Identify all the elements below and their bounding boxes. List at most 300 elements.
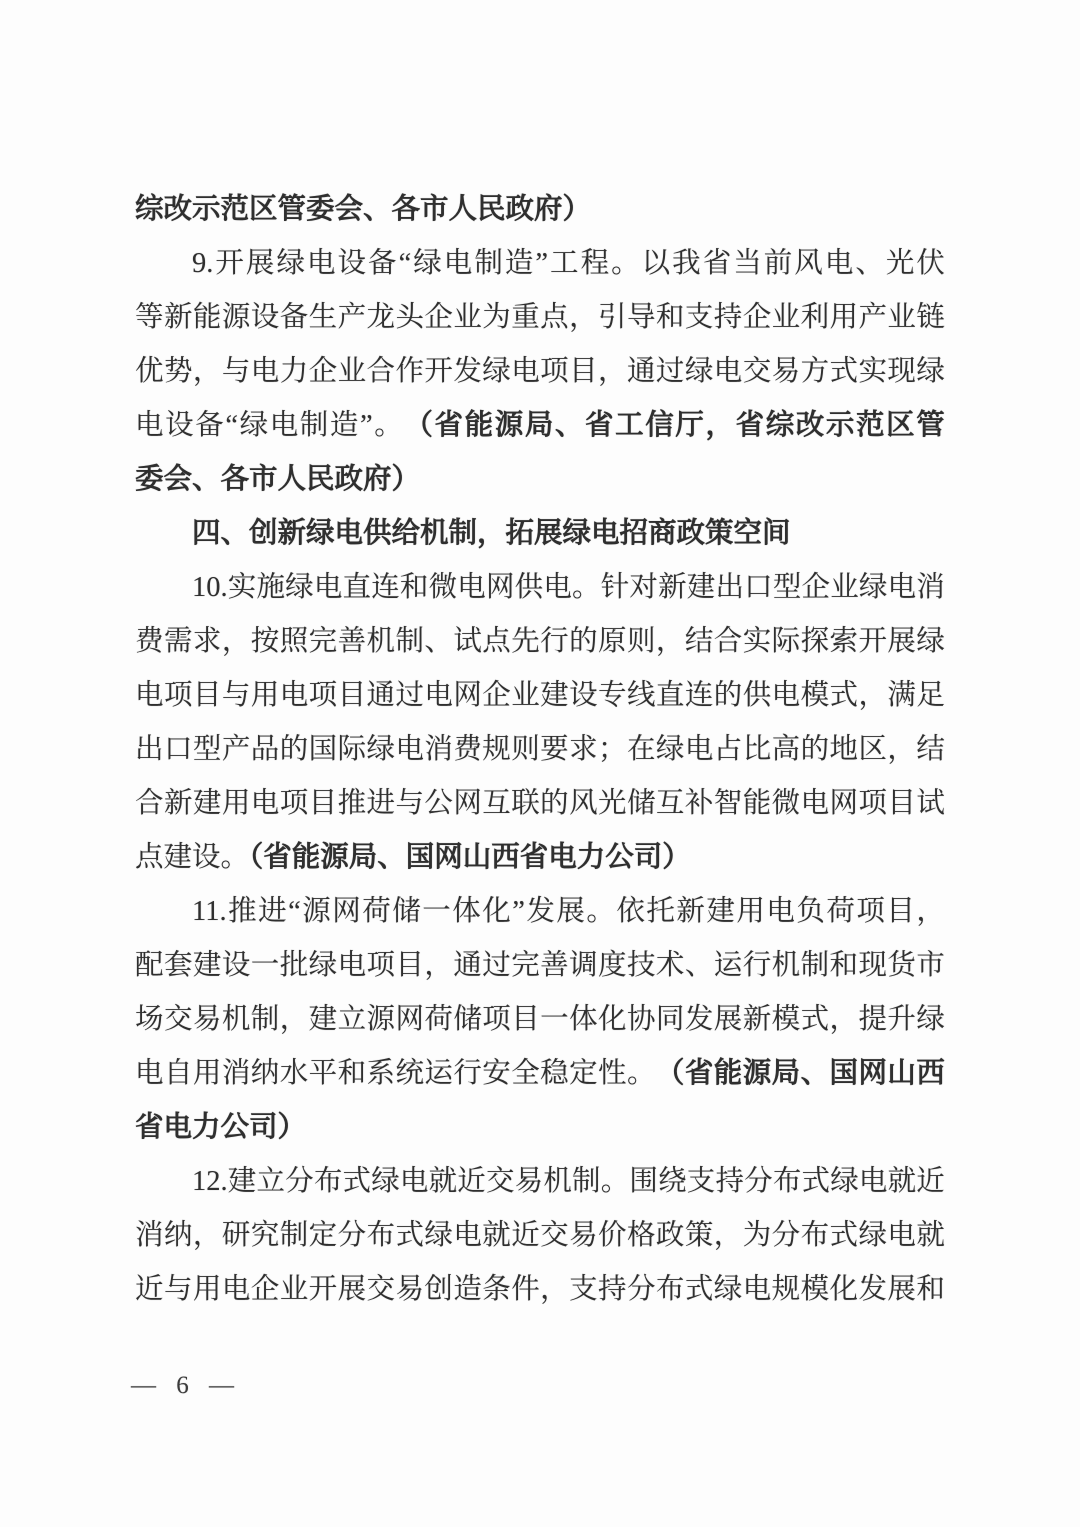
text-line <box>135 237 945 291</box>
text-char: 项 <box>482 1004 511 1035</box>
text-char: 负 <box>796 896 825 927</box>
text-char: ， <box>705 410 734 441</box>
text-char: 和 <box>337 1058 367 1089</box>
text-char: ” <box>360 410 373 441</box>
text-line <box>135 399 945 453</box>
text-char: 能 <box>464 410 494 441</box>
text-char: 分 <box>771 1220 801 1251</box>
text-char: 重 <box>511 302 540 333</box>
text-char: 业 <box>453 302 482 333</box>
text-char: 点 <box>482 626 511 657</box>
text-char: 为 <box>742 1220 772 1251</box>
text-char: 电 <box>269 410 299 441</box>
text-char: 善 <box>337 626 367 657</box>
text-char: 电 <box>742 1274 772 1305</box>
text-char: 绿 <box>858 1220 887 1251</box>
text-char: 绿 <box>371 1166 400 1197</box>
text-char: 设 <box>337 248 367 279</box>
text-line <box>135 831 945 885</box>
text-char: 电 <box>543 572 572 603</box>
text-char: “ <box>225 410 238 441</box>
text-char: 业 <box>830 572 859 603</box>
text-char: 开 <box>215 248 244 279</box>
text-char: 荷 <box>424 1004 453 1035</box>
text-char: 光 <box>598 788 627 819</box>
text-char: 项 <box>540 356 569 387</box>
text-char: 网 <box>829 788 859 819</box>
text-char: 就 <box>887 1166 917 1197</box>
text-char: 支 <box>569 1274 598 1305</box>
text-char: 荷 <box>826 896 855 927</box>
text-char: 前 <box>763 248 793 279</box>
text-line <box>135 723 945 777</box>
text-char: 山 <box>887 1058 916 1089</box>
text-char: 水 <box>279 1058 309 1089</box>
text-char: 设 <box>569 680 598 711</box>
text-char: 品 <box>250 734 280 765</box>
text-char: 式 <box>684 1274 714 1305</box>
text-char: 西 <box>916 1058 945 1089</box>
text-char: 建 <box>192 950 222 981</box>
text-char: 规 <box>771 1274 801 1305</box>
text-char: 12. <box>192 1166 228 1197</box>
text-char: 机 <box>771 950 801 981</box>
text-line <box>135 561 945 615</box>
text-char: 建 <box>227 1166 257 1197</box>
text-char: 发 <box>684 1004 714 1035</box>
text-char: 势 <box>163 356 193 387</box>
text-char: 布 <box>655 1274 685 1305</box>
text-char: 电 <box>279 680 309 711</box>
text-char: 就 <box>482 1220 511 1251</box>
text-char: 绿 <box>424 1220 453 1251</box>
text-segment: 四、创新绿电供给机制，拓展绿电招商政策空间 <box>192 518 791 549</box>
text-char: 绿 <box>713 1274 743 1305</box>
text-char: 调 <box>569 950 598 981</box>
text-char: 电 <box>887 572 917 603</box>
text-char: ， <box>858 680 887 711</box>
text-char: 出 <box>135 734 164 765</box>
text-char: 补 <box>684 788 714 819</box>
text-char: 持 <box>715 1166 744 1197</box>
text-char: 省 <box>684 1058 714 1089</box>
text-char: 目 <box>569 356 598 387</box>
text-char: 度 <box>598 950 627 981</box>
text-char: 连 <box>684 680 714 711</box>
text-char: 电 <box>221 1274 251 1305</box>
text-char: ， <box>192 1220 222 1251</box>
text-char: 交 <box>742 356 772 387</box>
text-char: 出 <box>715 572 744 603</box>
text-line <box>135 885 945 939</box>
text-char: 储 <box>626 788 656 819</box>
text-char: 安 <box>482 1058 511 1089</box>
text-char: 网 <box>453 680 482 711</box>
text-char: 同 <box>655 1004 685 1035</box>
text-char: 网 <box>485 572 515 603</box>
text-line <box>135 1101 945 1155</box>
text-char: 通 <box>626 356 656 387</box>
text-char: 用 <box>221 788 251 819</box>
text-char: 项 <box>163 680 193 711</box>
text-char: 立 <box>337 1004 367 1035</box>
text-char: 消 <box>135 1220 164 1251</box>
text-char: 建 <box>706 896 735 927</box>
text-char: 运 <box>424 1058 453 1089</box>
text-char: 供 <box>742 680 772 711</box>
text-char: 展 <box>245 248 275 279</box>
text-char: 现 <box>887 356 916 387</box>
text-char: 平 <box>308 1058 338 1089</box>
text-char: 合 <box>366 356 396 387</box>
text-char: 交 <box>163 1004 193 1035</box>
text-char: 纳 <box>163 1220 193 1251</box>
text-char: 货 <box>887 950 916 981</box>
text-char: 实 <box>742 626 772 657</box>
text-char: 造 <box>504 248 534 279</box>
text-char: 实 <box>227 572 257 603</box>
text-char: 近 <box>511 1220 540 1251</box>
text-char: 绿 <box>830 1166 859 1197</box>
text-char: 。 <box>611 248 640 279</box>
text-char: 互 <box>655 788 685 819</box>
text-line <box>135 615 945 669</box>
text-char: 。 <box>572 572 601 603</box>
text-char: 备 <box>279 302 309 333</box>
text-char: “ <box>398 248 412 279</box>
text-char: 管 <box>916 410 945 441</box>
text-char: 业 <box>279 1274 309 1305</box>
text-char: 体 <box>569 1004 598 1035</box>
text-char: 的 <box>279 734 309 765</box>
text-char: 运 <box>713 950 743 981</box>
text-char: 场 <box>135 1004 164 1035</box>
text-char: 用 <box>250 680 280 711</box>
text-char: 对 <box>629 572 658 603</box>
text-char: 优 <box>135 356 164 387</box>
text-char: 策 <box>684 1220 714 1251</box>
text-char: 范 <box>856 410 885 441</box>
text-char: 易 <box>569 1220 598 1251</box>
text-char: 、 <box>684 950 714 981</box>
text-char: 电 <box>395 734 424 765</box>
text-char: 件 <box>511 1274 540 1305</box>
text-char: 与 <box>221 680 251 711</box>
text-char: 高 <box>771 734 801 765</box>
text-char: 程 <box>580 248 610 279</box>
text-char: 电 <box>250 356 280 387</box>
text-char: 、 <box>554 410 584 441</box>
text-char: 电 <box>135 410 164 441</box>
text-char: 则 <box>511 734 540 765</box>
text-char: 示 <box>825 410 855 441</box>
text-char: 龙 <box>366 302 396 333</box>
text-char: 国 <box>308 734 338 765</box>
text-char: ， <box>887 734 916 765</box>
text-char: 源 <box>302 896 331 927</box>
text-char: 源 <box>742 1058 772 1089</box>
text-char: 布 <box>772 1166 802 1197</box>
text-char: 以 <box>641 248 671 279</box>
text-char: 套 <box>163 950 193 981</box>
text-char: 际 <box>771 626 801 657</box>
text-char: 项 <box>856 896 885 927</box>
text-char: 造 <box>329 410 359 441</box>
text-char: 电 <box>887 1220 916 1251</box>
text-char: 储 <box>392 896 421 927</box>
text-char: 交 <box>540 1220 569 1251</box>
text-char: 新 <box>163 788 193 819</box>
text-char: 发 <box>858 1274 887 1305</box>
text-char: 11. <box>192 896 227 927</box>
text-char: 机 <box>543 1166 572 1197</box>
text-char: 利 <box>800 302 830 333</box>
text-char: 占 <box>713 734 743 765</box>
text-char: 联 <box>511 788 540 819</box>
text-char: 行 <box>742 950 772 981</box>
text-char: 升 <box>887 1004 916 1035</box>
text-char: 企 <box>308 356 338 387</box>
text-char: 易 <box>771 356 801 387</box>
text-char: 能 <box>192 302 222 333</box>
text-char: ， <box>916 896 945 927</box>
text-char: 企 <box>424 302 453 333</box>
text-char: 绕 <box>658 1166 687 1197</box>
text-char: 电 <box>443 248 473 279</box>
text-char: 储 <box>453 1004 482 1035</box>
text-char: 价 <box>598 1220 627 1251</box>
text-char: 型 <box>192 734 222 765</box>
text-char: 制 <box>572 1166 601 1197</box>
text-char: 费 <box>453 734 482 765</box>
text-char: 省 <box>585 410 614 441</box>
text-char: 消 <box>221 1058 251 1089</box>
text-char: 国 <box>829 1058 859 1089</box>
text-char: 索 <box>829 626 859 657</box>
text-char: 的 <box>800 734 830 765</box>
text-char: 市 <box>916 950 945 981</box>
text-char: 术 <box>655 950 685 981</box>
text-char: 直 <box>342 572 372 603</box>
text-char: 光 <box>885 248 915 279</box>
text-char: 用 <box>829 302 859 333</box>
text-char: 与 <box>395 788 424 819</box>
text-char: ， <box>569 302 598 333</box>
text-char: 施 <box>256 572 285 603</box>
text-char: 源 <box>494 410 524 441</box>
document-body <box>135 183 945 1317</box>
text-char: 在 <box>626 734 656 765</box>
text-char: 源 <box>221 302 251 333</box>
text-char: 互 <box>482 788 511 819</box>
text-char: 绿 <box>276 248 305 279</box>
text-char: ， <box>424 950 453 981</box>
text-char: 探 <box>800 626 830 657</box>
text-char: 制 <box>299 410 329 441</box>
text-char: 荷 <box>362 896 391 927</box>
text-line <box>135 453 945 507</box>
text-char: 地 <box>829 734 859 765</box>
text-char: 造 <box>453 1274 482 1305</box>
text-segment: 点建设。 <box>135 842 250 873</box>
text-char: ， <box>221 626 251 657</box>
text-char: 体 <box>452 896 481 927</box>
text-char: 近 <box>457 1166 486 1197</box>
text-char: 推 <box>337 788 367 819</box>
text-char: 绿 <box>916 626 945 657</box>
text-char: 绿 <box>858 572 888 603</box>
text-char: 完 <box>511 950 540 981</box>
text-char: “ <box>288 896 301 927</box>
text-char: 配 <box>135 950 164 981</box>
text-char: 作 <box>395 356 424 387</box>
text-char: 通 <box>453 950 482 981</box>
text-char: 绿 <box>413 248 442 279</box>
text-char: 针 <box>600 572 630 603</box>
text-char: 电 <box>135 1058 164 1089</box>
text-char: 省 <box>735 410 765 441</box>
text-char: 统 <box>395 1058 424 1089</box>
text-char: 网 <box>453 788 482 819</box>
text-char: 、 <box>800 1058 830 1089</box>
text-char: 近 <box>135 1274 164 1305</box>
text-char: 易 <box>514 1166 544 1197</box>
text-char: 化 <box>829 1274 859 1305</box>
text-char: 实 <box>858 356 887 387</box>
text-char: 综 <box>765 410 795 441</box>
text-char: 等 <box>135 302 164 333</box>
text-char: 制 <box>474 248 503 279</box>
text-char: 进 <box>258 896 287 927</box>
text-char: 托 <box>646 896 675 927</box>
text-char: 连 <box>371 572 400 603</box>
text-char: 我 <box>672 248 701 279</box>
text-char: 企 <box>742 302 772 333</box>
text-char: 一 <box>422 896 451 927</box>
text-char: 推 <box>228 896 257 927</box>
text-char: 业 <box>511 680 540 711</box>
text-char: 依 <box>616 896 645 927</box>
text-char: 稳 <box>540 1058 569 1089</box>
text-char: 持 <box>598 1274 627 1305</box>
text-char: 批 <box>279 950 309 981</box>
text-char: 电 <box>399 1166 429 1197</box>
text-char: 企 <box>250 1274 280 1305</box>
text-char: 则 <box>626 626 656 657</box>
text-char: 制 <box>395 626 424 657</box>
text-char: 电 <box>684 734 714 765</box>
text-char: 源 <box>366 1004 396 1035</box>
text-char: 协 <box>626 1004 656 1035</box>
text-char: 展 <box>556 896 585 927</box>
text-char: 电 <box>511 356 540 387</box>
text-char: （ <box>404 410 433 441</box>
text-char: 能 <box>742 788 772 819</box>
text-char: 易 <box>192 1004 222 1035</box>
text-char: 的 <box>713 680 743 711</box>
text-char: 求 <box>192 626 222 657</box>
text-char: ， <box>279 1004 309 1035</box>
text-char: 电 <box>800 788 830 819</box>
text-char: 需 <box>163 626 193 657</box>
text-char: 目 <box>887 788 916 819</box>
text-char: 点 <box>540 302 569 333</box>
text-char: 式 <box>829 356 859 387</box>
text-char: 建 <box>686 572 716 603</box>
text-char: ， <box>713 1220 743 1251</box>
text-char: 消 <box>916 572 945 603</box>
text-char: 产 <box>858 302 887 333</box>
text-char: 分 <box>285 1166 314 1197</box>
text-char: 10. <box>192 572 228 603</box>
text-char: 目 <box>511 1004 540 1035</box>
text-char: 定 <box>569 1058 598 1089</box>
text-char: 新 <box>163 302 193 333</box>
text-char: 省 <box>702 248 732 279</box>
text-char: 费 <box>135 626 164 657</box>
text-line <box>135 993 945 1047</box>
text-char: 现 <box>858 950 887 981</box>
text-char: 过 <box>482 950 511 981</box>
text-segment: 省电力公司） <box>135 1112 307 1143</box>
text-line <box>135 669 945 723</box>
text-char: 展 <box>713 1004 743 1035</box>
text-char: 厅 <box>675 410 704 441</box>
text-char: 网 <box>332 896 361 927</box>
text-char: 引 <box>598 302 627 333</box>
text-char: 支 <box>686 1166 716 1197</box>
text-char: 改 <box>795 410 825 441</box>
text-char: 性 <box>598 1058 627 1089</box>
text-char: 求 <box>569 734 598 765</box>
text-char: 的 <box>569 626 598 657</box>
text-char: 区 <box>886 410 915 441</box>
text-char: 企 <box>801 572 831 603</box>
text-char: 分 <box>337 1220 367 1251</box>
text-char: 项 <box>858 788 887 819</box>
text-char: 定 <box>308 1220 338 1251</box>
text-char: 口 <box>744 572 773 603</box>
text-char: 头 <box>395 302 424 333</box>
text-char: 的 <box>540 788 569 819</box>
text-char: 发 <box>526 896 555 927</box>
text-char: ， <box>540 1274 569 1305</box>
text-char: 布 <box>800 1220 830 1251</box>
text-char: 原 <box>598 626 627 657</box>
text-char: 制 <box>250 1004 280 1035</box>
text-char: ， <box>655 626 685 657</box>
text-char: 交 <box>366 1274 396 1305</box>
text-line <box>135 777 945 831</box>
text-line <box>135 1155 945 1209</box>
text-char: 电 <box>337 950 367 981</box>
text-char: 当 <box>733 248 762 279</box>
text-char: 供 <box>514 572 544 603</box>
text-char: 试 <box>453 626 482 657</box>
text-char: 布 <box>313 1166 343 1197</box>
text-char: 备 <box>195 410 224 441</box>
text-char: 和 <box>916 1274 945 1305</box>
text-char: 目 <box>337 680 367 711</box>
text-char: 要 <box>540 734 569 765</box>
text-char: 完 <box>308 626 338 657</box>
text-char: 一 <box>540 1004 569 1035</box>
text-char: 工 <box>615 410 644 441</box>
text-char: 发 <box>453 356 482 387</box>
text-char: 系 <box>366 1058 396 1089</box>
text-char: 。 <box>586 896 615 927</box>
text-char: 过 <box>655 356 685 387</box>
